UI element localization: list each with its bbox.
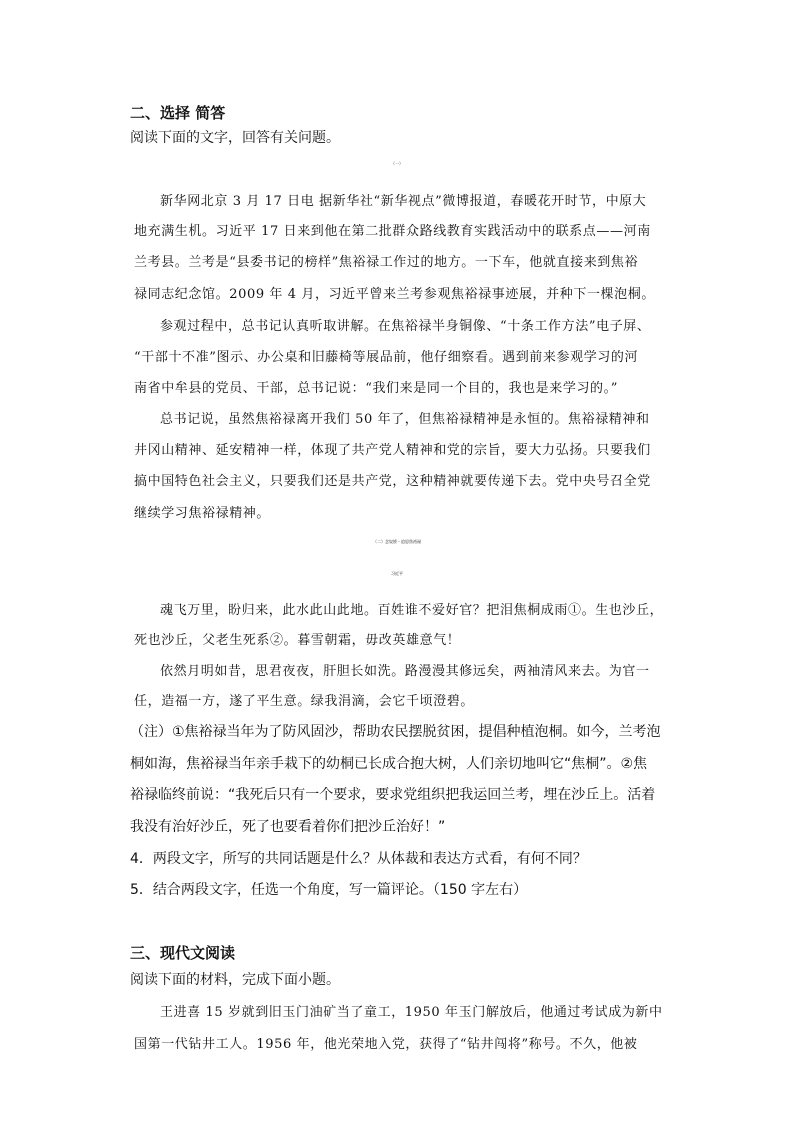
paragraph-line: 井冈山精神、延安精神一样，体现了共产党人精神和党的宗旨，要大力弘扬。只要我们 <box>134 443 651 458</box>
paragraph-line: “干部十不准”图示、办公桌和旧藤椅等展品前，他仔细察看。遇到前来参观学习的河 <box>134 350 639 365</box>
note-line: 桐如海，焦裕禄当年亲手栽下的幼桐已长成合抱大树，人们亲切地叫它“焦桐”。②焦 <box>130 756 648 772</box>
question-4: 4．两段文字，所写的共同话题是什么？从体裁和表达方式看，有何不同？ <box>130 851 587 867</box>
paragraph-line: 继续学习焦裕禄精神。 <box>134 506 271 521</box>
note-line: 我没有治好沙丘，死了也要看着你们把沙丘治好！” <box>130 819 446 835</box>
paragraph-line: 王进喜 15 岁就到旧玉门油矿当了童工，1950 年玉门解放后，他通过考试成为新中 <box>160 1005 663 1020</box>
poem-line: 死也沙丘，父老生死系②。暮雪朝霜，毋改英雄意气！ <box>134 633 461 648</box>
poem-line: 任，造福一方，遂了平生意。绿我涓滴，会它千顷澄碧。 <box>134 694 475 709</box>
paragraph-line: 禄同志纪念馆。2009 年 4 月，习近平曾来兰考参观焦裕禄事迹展，并种下一棵泡桐。 <box>134 287 655 302</box>
paragraph-line: 国第一代钻井工人。1956 年，他光荣地入党，获得了“钻井闯将”称号。不久，他被 <box>134 1037 638 1052</box>
paragraph-line: 地充满生机。习近平 17 日来到他在第二批群众路线教育实践活动中的联系点——河南 <box>134 224 651 239</box>
section-heading: 二、选择 简答 <box>130 104 226 122</box>
note-line: 裕禄临终前说：“我死后只有一个要求，要求党组织把我运回兰考，埋在沙丘上。活着 <box>130 787 656 803</box>
question-5: 5．结合两段文字，任选一个角度，写一篇评论。（150 字左右） <box>130 882 528 898</box>
poem-line: 魂飞万里，盼归来，此水此山此地。百姓谁不爱好官？把泪焦桐成雨①。生也沙丘， <box>160 603 664 618</box>
paragraph-line: 南省中牟县的党员、干部，总书记说：“我们来是同一个目的，我也是来学习的。” <box>134 381 618 396</box>
note-line: （注）①焦裕禄当年为了防风固沙，帮助农民摆脱贫困，提倡种植泡桐。如今，兰考泡 <box>130 724 661 740</box>
paragraph-line: 参观过程中，总书记认真听取讲解。在焦裕禄半身铜像、“十条工作方法”电子屏、 <box>160 319 651 334</box>
poem-title: （二）念奴娇・追思焦裕禄 <box>373 539 421 544</box>
paragraph-line: 兰考县。兰考是“县委书记的榜样”焦裕禄工作过的地方。一下车，他就直接来到焦裕 <box>134 255 639 270</box>
poem-line: 依然月明如昔，思君夜夜，肝胆长如洗。路漫漫其修远矣，两袖清风来去。为官一 <box>160 664 650 679</box>
paragraph-line: 总书记说，虽然焦裕禄离开我们 50 年了，但焦裕禄精神是永恒的。焦裕禄精神和 <box>160 412 650 427</box>
poem-author: 习近平 <box>391 571 403 576</box>
instruction-text: 阅读下面的材料，完成下面小题。 <box>130 972 340 988</box>
part-title: （一） <box>391 161 403 166</box>
section-heading: 三、现代文阅读 <box>130 944 236 962</box>
instruction-text: 阅读下面的文字，回答有关问题。 <box>130 130 340 146</box>
paragraph-line: 新华网北京 3 月 17 日电 据新华社“新华视点”微博报道，春暖花开时节，中原大 <box>160 194 647 209</box>
paragraph-line: 搞中国特色社会主义，只要我们还是共产党，这种精神就要传递下去。党中央号召全党 <box>134 474 651 489</box>
